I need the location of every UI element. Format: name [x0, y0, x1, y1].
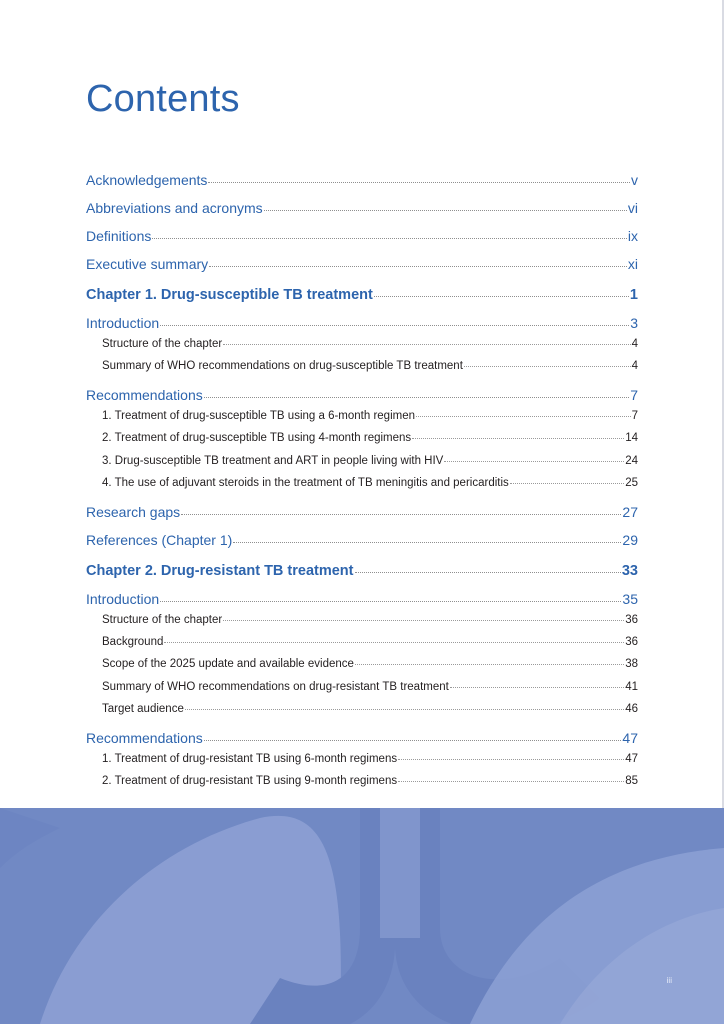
toc-entry-page: v — [631, 172, 638, 188]
toc-entry-title: References (Chapter 1) — [86, 532, 233, 548]
toc-entry-page: 35 — [622, 591, 638, 607]
toc-entry[interactable] — [86, 200, 638, 216]
toc-entry[interactable] — [86, 753, 638, 765]
dot-leader — [355, 664, 624, 665]
toc-entry-title: Structure of the chapter — [102, 338, 223, 350]
toc-entry[interactable] — [86, 256, 638, 272]
toc-entry-title: 2. Treatment of drug-susceptible TB using 4-month regimens — [102, 432, 412, 444]
toc-entry-page: 47 — [622, 730, 638, 746]
toc-entry-title: Recommendations — [86, 387, 203, 403]
dot-leader — [355, 572, 621, 573]
toc-entry-page: 27 — [622, 504, 638, 520]
toc-entry-title: Background — [102, 636, 164, 648]
toc-entry[interactable] — [86, 228, 638, 244]
toc-entry-title: Abbreviations and acronyms — [86, 200, 263, 216]
lung-artwork — [0, 808, 724, 1024]
toc-entry-page: 33 — [621, 563, 638, 579]
toc-entry[interactable] — [86, 338, 638, 350]
toc-entry[interactable] — [86, 387, 638, 403]
toc-entry[interactable] — [86, 775, 638, 787]
dot-leader — [264, 210, 627, 211]
dot-leader — [398, 759, 624, 760]
toc-entry[interactable] — [86, 658, 638, 670]
toc-entry-title: Executive summary — [86, 256, 209, 272]
toc-entry-title: Recommendations — [86, 730, 203, 746]
decorative-lung-illustration — [0, 808, 724, 1024]
toc-entry-title: Summary of WHO recommendations on drug-resistant TB treatment — [102, 681, 449, 693]
toc-entry-title: 4. The use of adjuvant steroids in the treatment of TB meningitis and pericarditis — [102, 477, 509, 489]
dot-leader — [223, 344, 630, 345]
toc-entry[interactable] — [86, 636, 638, 648]
dot-leader — [464, 366, 631, 367]
toc-entry[interactable] — [86, 410, 638, 422]
toc-entry-title: Introduction — [86, 591, 160, 607]
dot-leader — [160, 601, 621, 602]
dot-leader — [510, 483, 624, 484]
dot-leader — [444, 461, 624, 462]
dot-leader — [152, 238, 627, 239]
toc-entry[interactable] — [86, 504, 638, 520]
toc-entry-title: Introduction — [86, 315, 160, 331]
dot-leader — [185, 709, 624, 710]
toc-entry[interactable] — [86, 563, 638, 579]
toc-entry[interactable] — [86, 614, 638, 626]
toc-entry-title: Research gaps — [86, 504, 181, 520]
dot-leader — [398, 781, 624, 782]
toc-entry-page: 38 — [625, 658, 638, 670]
toc-entry[interactable] — [86, 730, 638, 746]
toc-entry-title: Chapter 2. Drug-resistant TB treatment — [86, 563, 354, 579]
toc-entry[interactable] — [86, 532, 638, 548]
toc-entry-title: Chapter 1. Drug-susceptible TB treatment — [86, 287, 373, 303]
dot-leader — [208, 182, 630, 183]
toc-entry[interactable] — [86, 681, 638, 693]
dot-leader — [204, 397, 629, 398]
dot-leader — [160, 325, 629, 326]
toc-entry-page: 25 — [625, 477, 638, 489]
toc-entry-page: 4 — [631, 360, 638, 372]
toc-entry-title: 1. Treatment of drug-susceptible TB using a 6-month regimen — [102, 410, 416, 422]
dot-leader — [181, 514, 621, 515]
dot-leader — [233, 542, 621, 543]
toc-entry-page: 24 — [625, 455, 638, 467]
toc-entry-title: 2. Treatment of drug-resistant TB using 9-month regimens — [102, 775, 398, 787]
toc-entry-title: 1. Treatment of drug-resistant TB using 6-month regimens — [102, 753, 398, 765]
dot-leader — [164, 642, 624, 643]
dot-leader — [416, 416, 631, 417]
toc-entry-page: 41 — [625, 681, 638, 693]
toc-entry-title: Scope of the 2025 update and available evidence — [102, 658, 354, 670]
toc-entry[interactable] — [86, 703, 638, 715]
page-number: iii — [666, 976, 672, 985]
toc-entry-page: 36 — [625, 614, 638, 626]
toc-entry-page: 7 — [631, 410, 638, 422]
toc-entry-page: 4 — [631, 338, 638, 350]
toc-entry-page: 7 — [630, 387, 638, 403]
toc-entry-page: 36 — [625, 636, 638, 648]
toc-entry[interactable] — [86, 287, 638, 303]
dot-leader — [450, 687, 624, 688]
toc-entry-page: 29 — [622, 532, 638, 548]
toc-entry-title: Definitions — [86, 228, 152, 244]
toc-entry[interactable] — [86, 477, 638, 489]
toc-entry-title: Acknowledgements — [86, 172, 208, 188]
toc-entry-title: 3. Drug-susceptible TB treatment and ART in people living with HIV — [102, 455, 444, 467]
dot-leader — [374, 296, 629, 297]
toc-entry[interactable] — [86, 591, 638, 607]
toc-entry-title: Target audience — [102, 703, 184, 715]
toc-entry-page: 1 — [629, 287, 638, 303]
toc-entry[interactable] — [86, 315, 638, 331]
toc-entry-page: vi — [627, 200, 638, 216]
toc-entry[interactable] — [86, 360, 638, 372]
dot-leader — [223, 620, 624, 621]
page-title: Contents — [86, 78, 240, 120]
dot-leader — [209, 266, 627, 267]
toc-entry-page: 85 — [625, 775, 638, 787]
toc-entry-page: 46 — [625, 703, 638, 715]
toc-entry-title: Structure of the chapter — [102, 614, 223, 626]
dot-leader — [204, 740, 622, 741]
toc-entry-page: 3 — [630, 315, 638, 331]
toc-entry-page: 14 — [625, 432, 638, 444]
toc-entry[interactable] — [86, 432, 638, 444]
dot-leader — [412, 438, 624, 439]
toc-entry[interactable] — [86, 172, 638, 188]
toc-entry-page: xi — [627, 256, 638, 272]
toc-entry-title: Summary of WHO recommendations on drug-susceptible TB treatment — [102, 360, 463, 372]
toc-entry[interactable] — [86, 455, 638, 467]
toc-entry-page: 47 — [625, 753, 638, 765]
toc-entry-page: ix — [627, 228, 638, 244]
